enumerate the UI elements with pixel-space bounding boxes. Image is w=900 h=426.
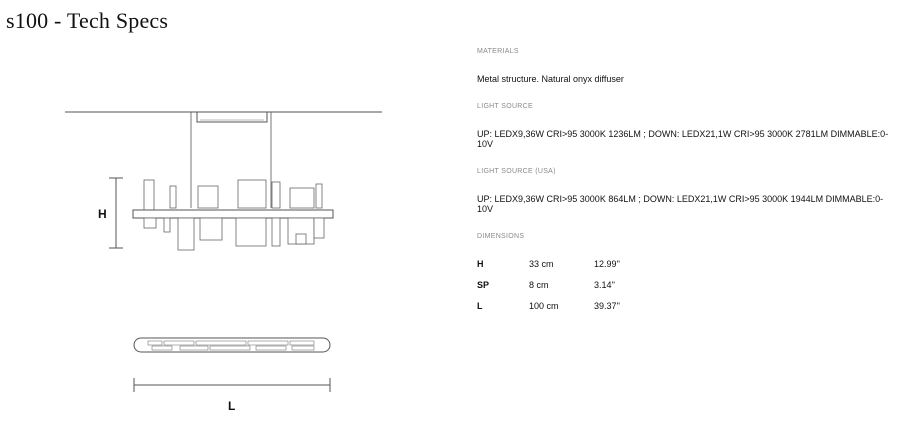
materials-value: Metal structure. Natural onyx diffuser (477, 74, 624, 84)
light-source-label: LIGHT SOURCE (477, 103, 533, 110)
dimensions-label: DIMENSIONS (477, 233, 525, 240)
dimension-key: SP (477, 279, 490, 290)
materials-label: MATERIALS (477, 48, 519, 55)
onyx-plates-lower (144, 218, 324, 250)
main-bar (133, 210, 333, 218)
dimension-row-h (477, 253, 897, 274)
length-label: L (228, 399, 236, 413)
technical-drawing (60, 100, 400, 420)
dimension-cm: 8 cm (529, 279, 549, 290)
light-source-value: UP: LEDX9,36W CRI>95 3000K 1236LM ; DOWN: LEDX21,1W CRI>95 3000K 2781LM DIMMABLE:0-10V (477, 129, 889, 149)
height-dimension (109, 178, 123, 248)
light-source-usa-section (477, 168, 897, 214)
dimension-row-l (477, 295, 897, 316)
light-source-usa-label: LIGHT SOURCE (USA) (477, 168, 556, 175)
dimension-key: H (477, 258, 484, 269)
height-label: H (98, 207, 107, 221)
onyx-plates-upper (144, 180, 322, 210)
spec-panel (477, 48, 897, 316)
dimension-cm: 33 cm (529, 258, 554, 269)
canopy (197, 112, 267, 122)
dimensions-section (477, 233, 897, 316)
dimension-row-sp (477, 274, 897, 295)
dimension-inch: 39.37'' (594, 300, 620, 311)
light-source-usa-value: UP: LEDX9,36W CRI>95 3000K 864LM ; DOWN: LEDX21,1W CRI>95 3000K 1944LM DIMMABLE:0-10V (477, 194, 884, 214)
dimension-inch: 3.14'' (594, 279, 615, 290)
materials-section (477, 48, 897, 84)
page-title: s100 - Tech Specs (6, 8, 169, 33)
dimension-key: L (477, 300, 483, 311)
light-source-section (477, 103, 897, 149)
dimension-cm: 100 cm (529, 300, 559, 311)
dimensions-table (477, 253, 897, 316)
length-dimension (134, 378, 330, 392)
dimension-inch: 12.99'' (594, 258, 620, 269)
